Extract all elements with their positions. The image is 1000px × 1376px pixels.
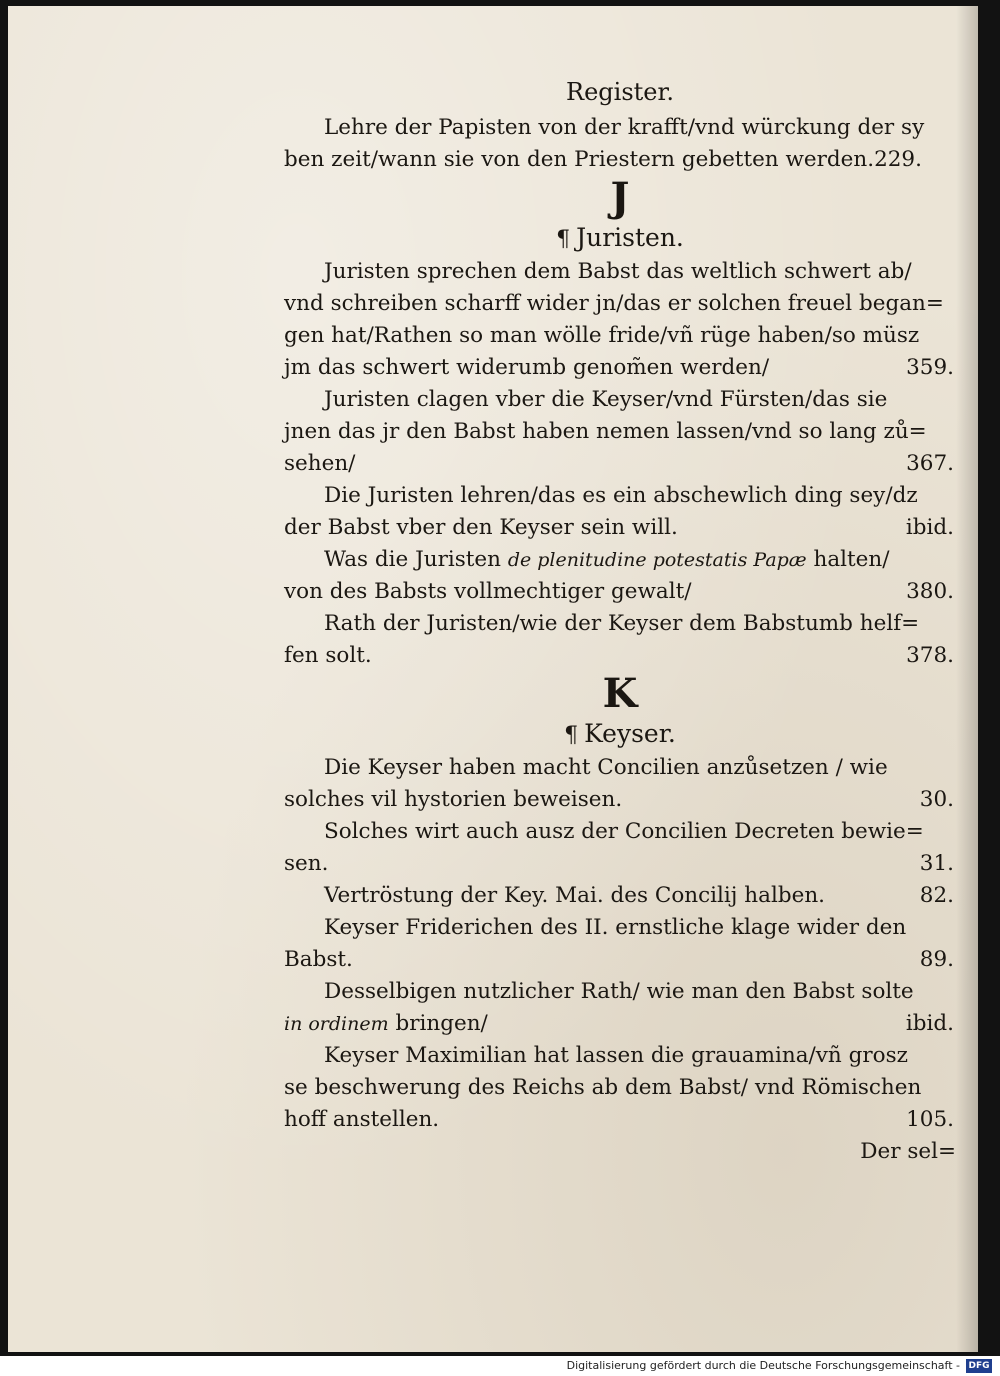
entry-line: [284, 352, 956, 384]
entry-line: [284, 880, 956, 912]
entry-text: jm das schwert widerumb genom̃en werden/: [284, 355, 770, 380]
footer-credit: Digitalisierung gefördert durch die Deutsche Forschungsgemeinschaft -: [566, 1359, 960, 1372]
entry-line-plenitudine: [284, 544, 956, 576]
entry-line: [284, 608, 956, 640]
register-text: [284, 72, 956, 1168]
entry-text: sen.: [284, 851, 329, 876]
entry-line: [284, 256, 956, 288]
latin-phrase: in ordinem: [284, 1013, 389, 1035]
page-reference: 380.: [906, 579, 954, 604]
digitization-footer: [0, 1356, 1000, 1376]
entry-text: Vertröstung der Key. Mai. des Concilij halben.: [324, 883, 825, 908]
page-reference: 31.: [919, 851, 954, 876]
entry-line: [284, 976, 956, 1008]
entry-text: fen solt.: [284, 643, 372, 668]
entry-line: [284, 1040, 956, 1072]
page-reference: ibid.: [905, 515, 954, 540]
entry-text: sehen/: [284, 451, 356, 476]
page-reference: 82.: [919, 883, 954, 908]
pilcrow-icon: ¶: [564, 723, 579, 748]
entry-text: bringen/: [388, 1011, 488, 1036]
entry-text: Desselbigen nutzlicher Rath/ wie man den Babst solte: [324, 979, 914, 1004]
entry-text: halten/: [806, 547, 890, 572]
entry-line: [284, 448, 956, 480]
entry-text: Juristen clagen vber die Keyser/vnd Fürsten/das sie: [324, 387, 888, 412]
entry-text: der Babst vber den Keyser sein will.: [284, 515, 678, 540]
entry-group-juristen: [284, 256, 956, 544]
entry-line: [284, 320, 956, 352]
entry-line: [284, 576, 956, 608]
entry-line: [284, 944, 956, 976]
entry-line: [284, 752, 956, 784]
latin-phrase: de plenitudine potestatis Papæ: [507, 549, 807, 571]
entry-line: [284, 784, 956, 816]
entry-text: Rath der Juristen/wie der Keyser dem Babstumb helf=: [324, 611, 920, 636]
entry-group-intro: [284, 112, 956, 176]
entry-text: jnen das jr den Babst haben nemen lassen/vnd so lang zů=: [284, 419, 927, 444]
dfg-logo: DFG: [966, 1359, 992, 1373]
page-reference: 89.: [919, 947, 954, 972]
entry-text: Lehre der Papisten von der krafft/vnd würckung der sy: [324, 115, 925, 140]
entry-group-juristen-2: [284, 576, 956, 672]
page-reference: 378.: [906, 643, 954, 668]
entry-text: Keyser Friderichen des II. ernstliche klage wider den: [324, 915, 907, 940]
page-reference: 105.: [906, 1107, 954, 1132]
page-reference: 367.: [906, 451, 954, 476]
entry-text: gen hat/Rathen so man wölle fride/vñ rüge haben/so müsz: [284, 323, 920, 348]
entry-text: von des Babsts vollmechtiger gewalt/: [284, 579, 692, 604]
entry-text: hoff anstellen.: [284, 1107, 440, 1132]
entry-group-keyser: [284, 752, 956, 1008]
entry-line: [284, 288, 956, 320]
entry-text: ben zeit/wann sie von den Priestern gebetten werden.229.: [284, 147, 922, 172]
entry-text: Babst.: [284, 947, 353, 972]
entry-group-keyser-2: [284, 1040, 956, 1136]
entry-line: [284, 144, 956, 176]
entry-line: [284, 640, 956, 672]
entry-text: Die Keyser haben macht Concilien anzůsetzen / wie: [324, 755, 888, 780]
entry-line: [284, 912, 956, 944]
page-reference: 30.: [919, 787, 954, 812]
entry-text: solches vil hystorien beweisen.: [284, 787, 623, 812]
entry-line: [284, 816, 956, 848]
entry-text: vnd schreiben scharff wider jn/das er solchen freuel began=: [284, 291, 944, 316]
entry-text: se beschwerung des Reichs ab dem Babst/ vnd Römischen: [284, 1075, 922, 1100]
running-header: Register.: [566, 78, 674, 106]
entry-line: [284, 480, 956, 512]
entry-line: [284, 1104, 956, 1136]
entry-text: Solches wirt auch ausz der Concilien Decreten bewie=: [324, 819, 924, 844]
entry-line: [284, 112, 956, 144]
page-gutter-shadow: [956, 6, 978, 1352]
entry-text: Die Juristen lehren/das es ein abschewlich ding sey/dz: [324, 483, 918, 508]
catchword: Der sel=: [860, 1139, 956, 1164]
entry-line: [284, 384, 956, 416]
section-letter-j: J: [610, 174, 630, 221]
entry-text: Juristen sprechen dem Babst das weltlich schwert ab/: [324, 259, 912, 284]
section-title: Keyser.: [584, 719, 676, 748]
page-reference: ibid.: [905, 1011, 954, 1036]
entry-line: [284, 848, 956, 880]
entry-text: Was die Juristen: [324, 547, 508, 572]
entry-line: [284, 1072, 956, 1104]
entry-line-ordinem: [284, 1008, 956, 1040]
page-reference: 359.: [906, 355, 954, 380]
pilcrow-icon: ¶: [556, 227, 571, 252]
entry-line: [284, 512, 956, 544]
section-letter-k: K: [602, 670, 638, 717]
entry-line: [284, 416, 956, 448]
entry-text: Keyser Maximilian hat lassen die grauamina/vñ grosz: [324, 1043, 908, 1068]
section-title: Juristen.: [576, 223, 684, 252]
section-heading-keyser: [284, 716, 956, 752]
section-heading-juristen: [284, 220, 956, 256]
